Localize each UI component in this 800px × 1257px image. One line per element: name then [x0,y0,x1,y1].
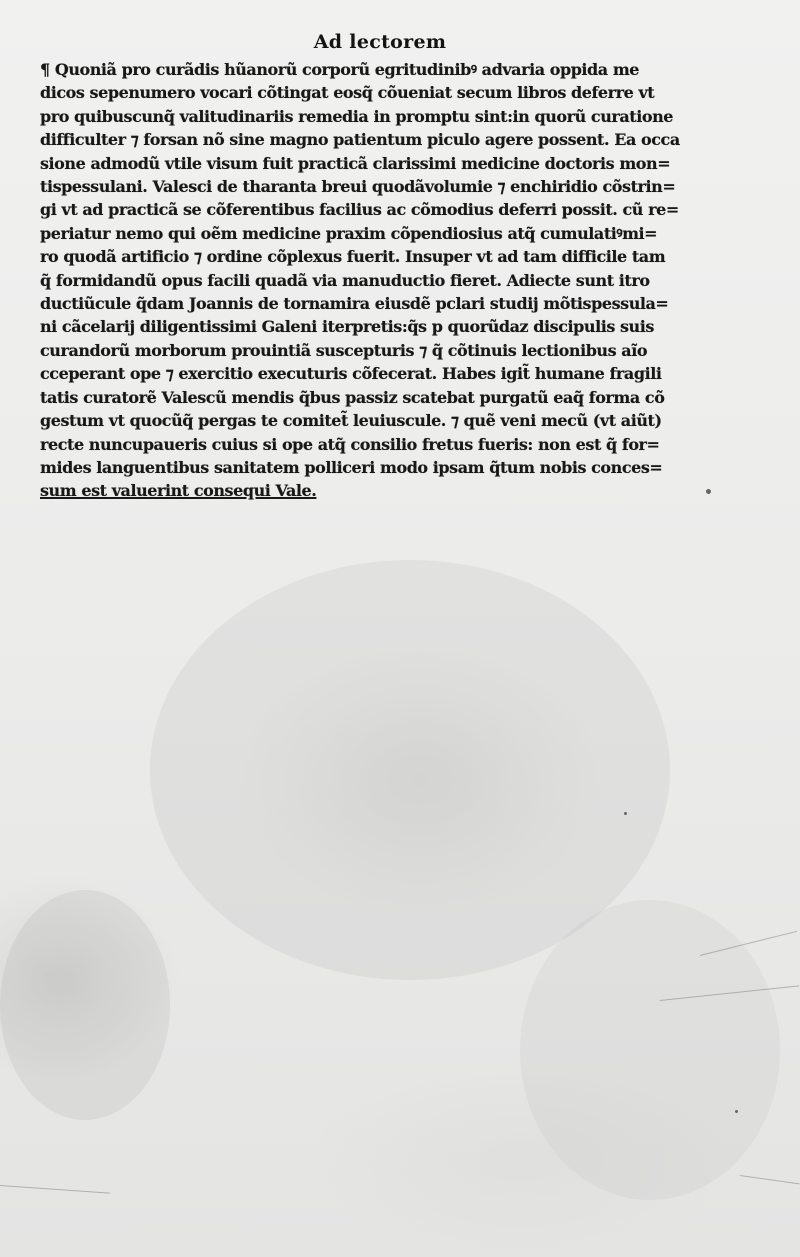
text-line: ¶ Quoniã pro curãdis hũanorũ corporũ egritudinibꝰ advaria oppida me [40,60,640,79]
text-line: ductiũcule q̃dam Joannis de tornamira eiusdẽ pclari studij mõtispessula= [40,294,669,314]
text-line: q̃ formidandũ opus facili quadã via manuductio fieret. Adiecte sunt itro [40,270,650,290]
text-line: periatur nemo qui oẽm medicine praxim cõpendiosius atq̃ cumulatiꝰmi= [40,223,658,243]
text-line: ro quodã artificio ⁊ ordine cõplexus fuerit. Insuper vt ad tam difficile tam [40,247,666,267]
ink-speck [735,1110,738,1113]
text-line: pro quibuscunq̃ valitudinariis remedia in promptu sint:in quorũ curatione [40,106,673,126]
text-line: mides languentibus sanitatem polliceri modo ipsam q̃tum nobis conces= [40,457,663,477]
page-heading: Ad lectorem [313,31,447,53]
ink-speck [624,812,627,815]
text-line: dicos sepenumero vocari cõtingat eosq̃ cõueniat secum libros deferre vt [40,83,655,103]
text-line: recte nuncupaueris cuius si ope atq̃ consilio fretus fueris: non est q̃ for= [40,434,660,454]
text-line: difficulter ⁊ forsan nõ sine magno patientum piculo agere possent. Ea occa [40,130,680,150]
text-line: tispessulani. Valesci de tharanta breui quodãvolumie ⁊ enchiridio cõstrin= [40,177,676,197]
paper-crease [0,1185,110,1194]
ink-speck [706,489,711,494]
text-line: tatis curatorẽ Valescũ mendis q̃bus passiz scatebat purgatũ eaq̃ forma cõ [40,387,665,407]
text-line: gestum vt quocũq̃ pergas te comitet̃ leuiuscule. ⁊ quẽ veni mecũ (vt aiũt) [40,411,662,431]
paper-crease [740,1175,800,1184]
paper-stain [0,890,170,1120]
text-line: ni cãcelarij diligentissimi Galeni iterpretis:q̃s p quorũdaz discipulis suis [40,317,654,337]
text-line-last: sum est valuerint consequi Vale. [40,481,317,501]
preface-text [40,30,690,503]
text-line: gi vt ad practicã se cõferentibus facilius ac cõmodius deferri possit. cũ re= [40,200,679,220]
text-line: sione admodũ vtile visum fuit practicã clarissimi medicine doctoris mon= [40,153,671,173]
text-line: curandorũ morborum prouintiã suscepturis ⁊ q̃ cõtinuis lectionibus aĩo [40,340,648,360]
text-line: cceperant ope ⁊ exercitio executuris cõfecerat. Habes igit̃ humane fragili [40,364,662,384]
